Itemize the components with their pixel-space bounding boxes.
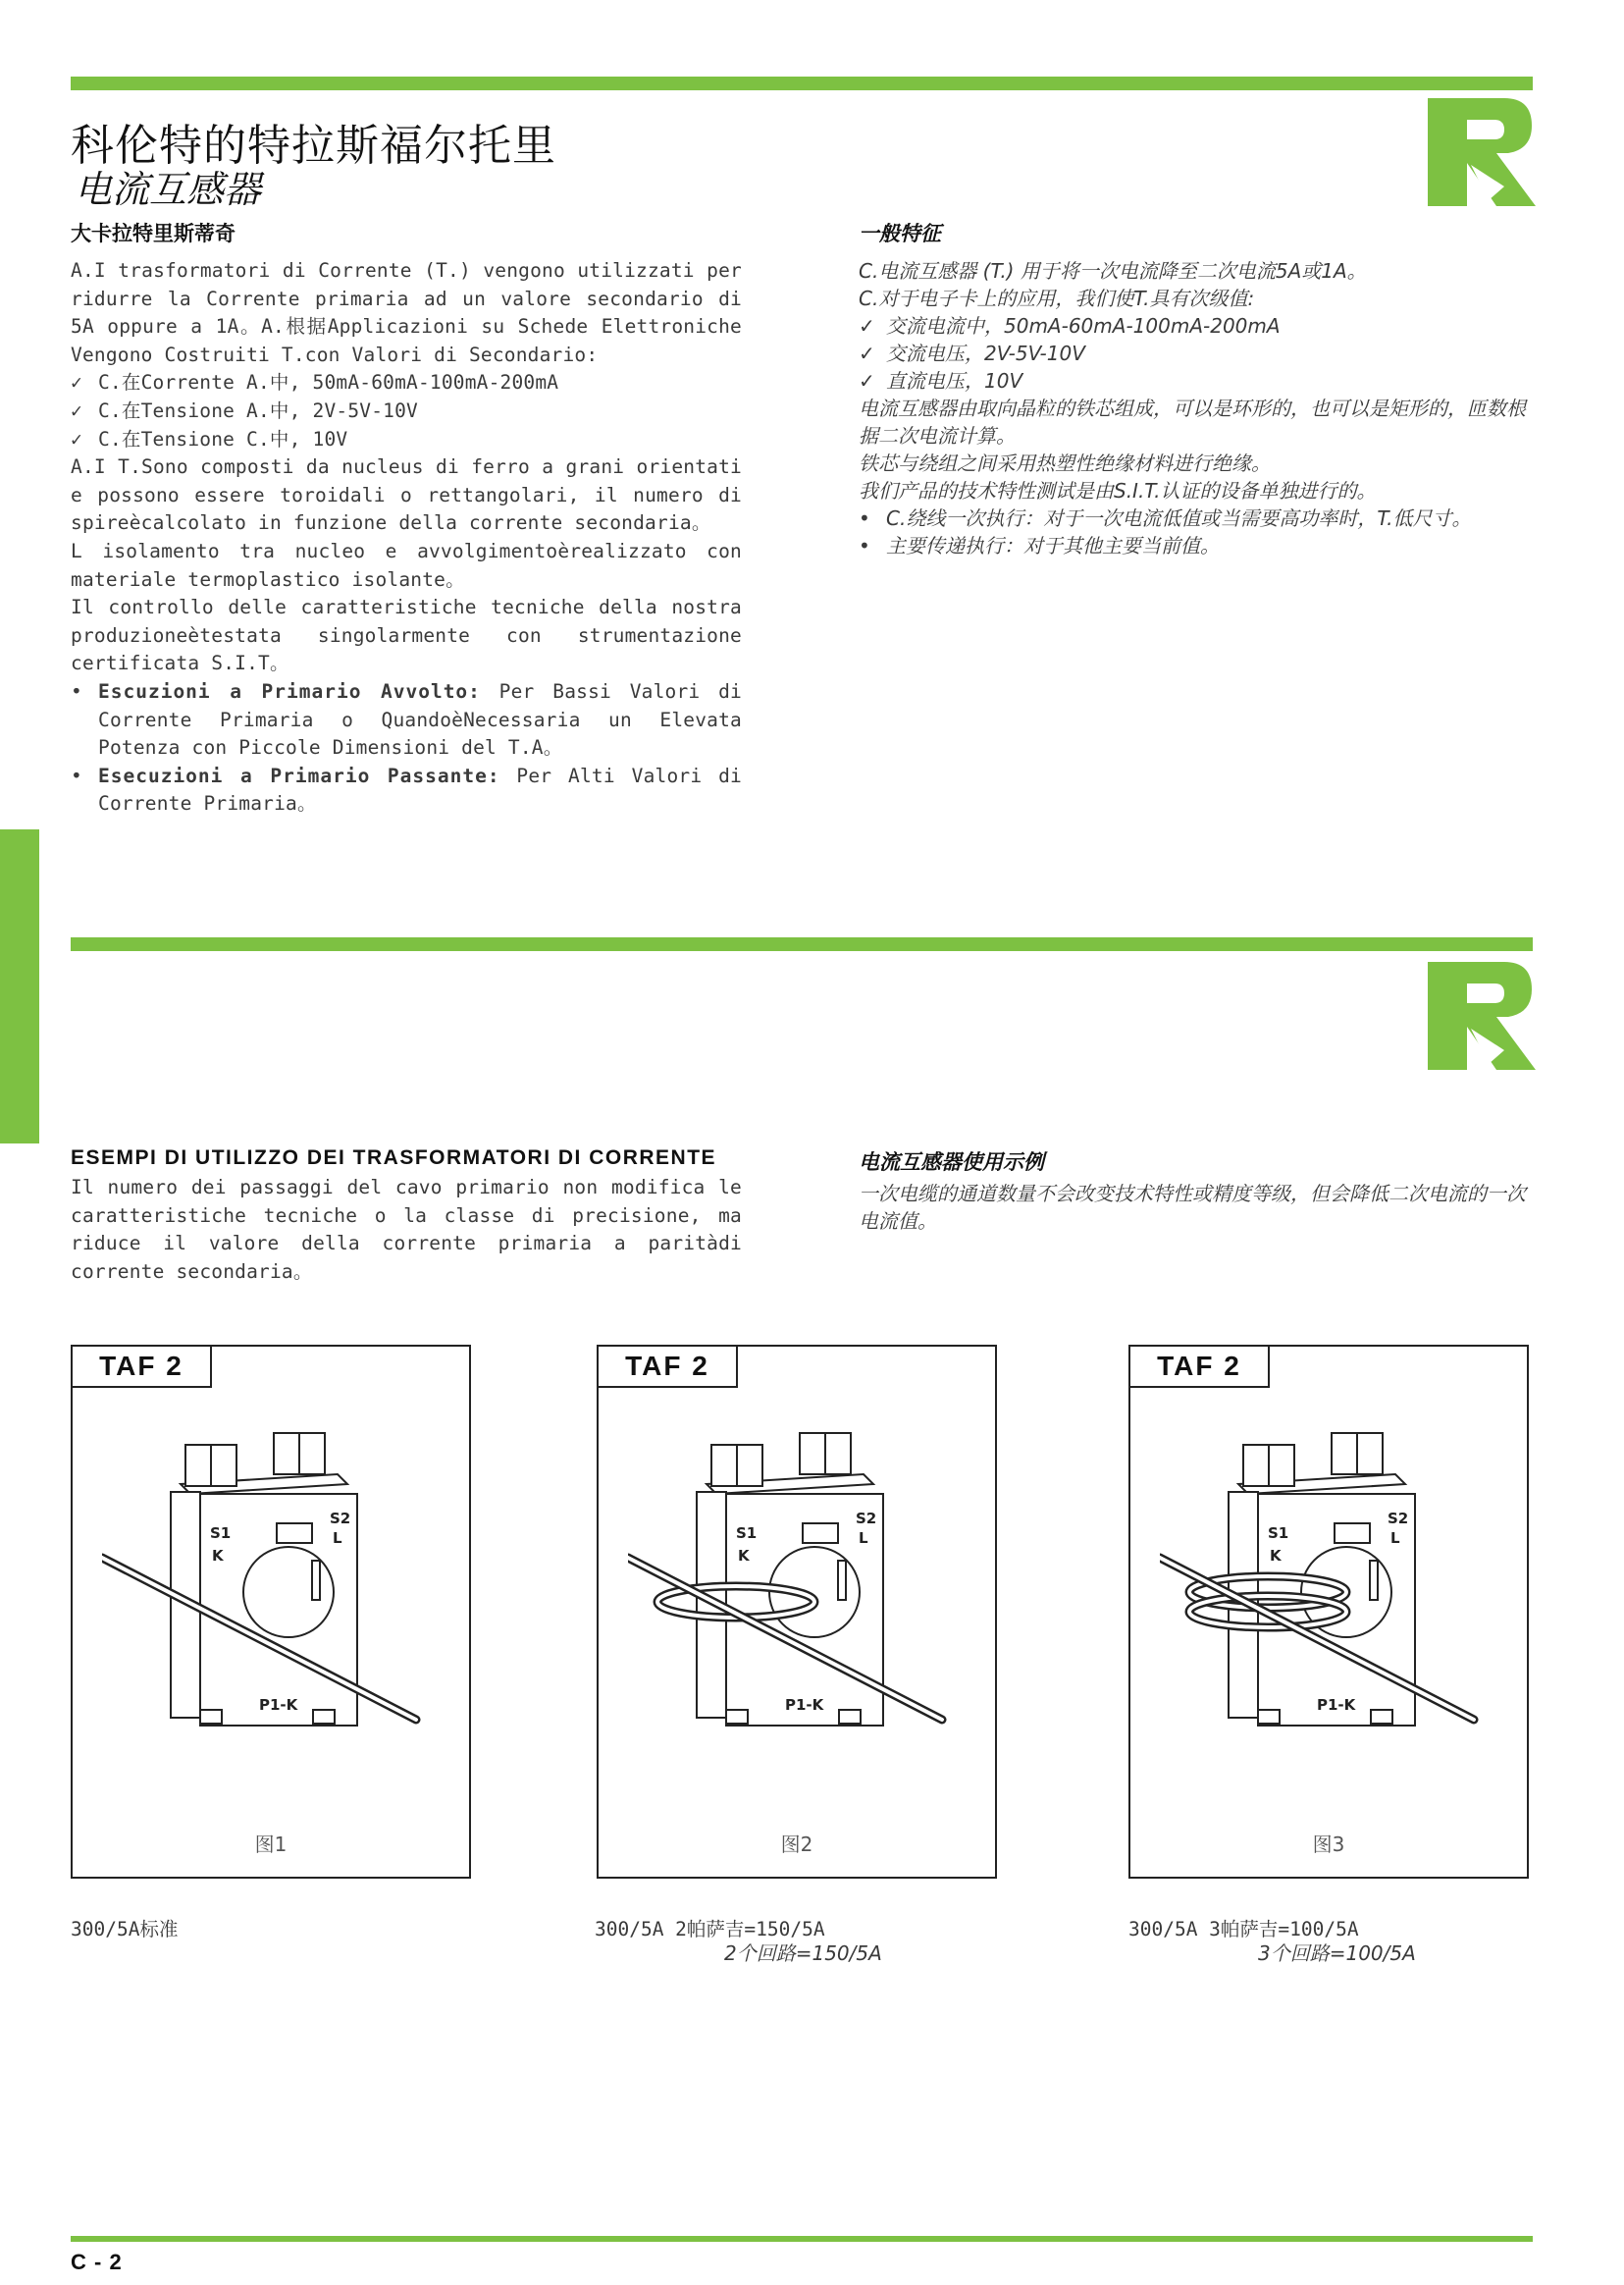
figure-tag: TAF 2 bbox=[1128, 1345, 1270, 1388]
examples-heading-it: ESEMPI DI UTILIZZO DEI TRASFORMATORI DI CORRENTE bbox=[71, 1146, 717, 1169]
bullet-item: • C.绕线一次执行：对于一次电流低值或当需要高功率时，T.低尺寸。 bbox=[859, 506, 1472, 530]
page-title: 科伦特的特拉斯福尔托里 bbox=[71, 121, 556, 171]
check-item: ✓ 直流电压，10V bbox=[859, 369, 1023, 393]
bullet-icon: • bbox=[859, 506, 870, 530]
left-heading: 大卡拉特里斯蒂奇 bbox=[71, 222, 236, 245]
current-transformer-illustration bbox=[628, 1415, 981, 1788]
page-subtitle: 电流互感器 bbox=[75, 168, 262, 211]
bullet-icon: • bbox=[71, 679, 82, 703]
figure-caption: 图2 bbox=[780, 1833, 813, 1856]
right-paragraph-3: 我们产品的技术特性测试是由S.I.T.认证的设备单独进行的。 bbox=[859, 479, 1377, 503]
bullet-item: • 主要传递执行：对于其他主要当前值。 bbox=[859, 534, 1220, 558]
right-line-1: C.电流互感器 (T.) 用于将一次电流降至二次电流5A或1A。 bbox=[859, 259, 1367, 283]
terminal-l-label: L bbox=[1390, 1529, 1400, 1547]
examples-text-it: Il numero dei passaggi del cavo primario non modifica le caratteristiche tecniche o la classe di precisione, ma riduce il valore della corrente primaria a paritàdi corrente secondaria。 bbox=[71, 1176, 742, 1283]
terminal-k-label: K bbox=[738, 1547, 750, 1565]
examples-left bbox=[71, 1146, 742, 1286]
examples-heading-cn: 电流互感器使用示例 bbox=[859, 1150, 1044, 1174]
figure-1 bbox=[71, 1345, 471, 1879]
figure-caption: 图1 bbox=[254, 1833, 288, 1856]
right-line-2: C.对于电子卡上的应用，我们使T.具有次级值: bbox=[859, 287, 1255, 310]
left-paragraph-3: L isolamento tra nucleo e avvolgimentoèrealizzato con materiale termoplastico isolante。 bbox=[71, 539, 742, 591]
check-item: ✓ C.在Tensione C.中, 10V bbox=[71, 426, 742, 454]
current-transformer-illustration bbox=[1160, 1415, 1513, 1788]
top-divider-bar bbox=[71, 77, 1533, 90]
figure-2 bbox=[597, 1345, 997, 1879]
figure-tag: TAF 2 bbox=[71, 1345, 212, 1388]
terminal-s1-label: S1 bbox=[736, 1524, 758, 1542]
terminal-k-label: K bbox=[1270, 1547, 1282, 1565]
right-heading: 一般特征 bbox=[859, 222, 941, 245]
figure-caption: 图3 bbox=[1312, 1833, 1345, 1856]
page-number: C - 2 bbox=[71, 2250, 123, 2274]
examples-text-cn: 一次电缆的通道数量不会改变技术特性或精度等级，但会降低二次电流的一次电流值。 bbox=[859, 1182, 1526, 1233]
figure-3-ratio: 300/5A 3帕萨吉=100/5A bbox=[1128, 1918, 1359, 1940]
right-paragraph-2: 铁芯与绕组之间采用热塑性绝缘材料进行绝缘。 bbox=[859, 452, 1271, 475]
figure-1-ratio: 300/5A标准 bbox=[71, 1918, 179, 1940]
check-item: ✓ C.在Tensione A.中, 2V-5V-10V bbox=[71, 398, 742, 426]
check-icon: ✓ bbox=[859, 314, 875, 338]
right-column bbox=[859, 218, 1536, 559]
terminal-p1k-label: P1-K bbox=[259, 1696, 298, 1714]
terminal-s2-label: S2 bbox=[1388, 1510, 1409, 1527]
figure-2-ratio-cn: 2个回路=150/5A bbox=[724, 1941, 882, 1965]
bullet-icon: • bbox=[859, 534, 870, 558]
bullet-item: • Escuzioni a Primario Avvolto: Per Bassi Valori di Corrente Primaria o QuandoèNecessaria un Elevata Potenza con Piccole Dimensioni del T.A。 bbox=[71, 678, 742, 763]
footer-divider-bar bbox=[71, 2236, 1533, 2242]
figure-3-ratio-cn: 3个回路=100/5A bbox=[1258, 1941, 1416, 1965]
figure-3 bbox=[1128, 1345, 1529, 1879]
terminal-s2-label: S2 bbox=[330, 1510, 351, 1527]
terminal-l-label: L bbox=[333, 1529, 342, 1547]
figure-tag: TAF 2 bbox=[597, 1345, 738, 1388]
check-icon: ✓ bbox=[859, 342, 875, 365]
bullet-icon: • bbox=[71, 764, 82, 787]
terminal-p1k-label: P1-K bbox=[785, 1696, 824, 1714]
rk-logo-icon bbox=[1428, 98, 1536, 206]
right-paragraph-1: 电流互感器由取向晶粒的铁芯组成，可以是环形的，也可以是矩形的，匝数根据二次电流计算。 bbox=[859, 397, 1526, 448]
terminal-l-label: L bbox=[859, 1529, 868, 1547]
check-icon: ✓ bbox=[71, 399, 82, 422]
middle-divider-bar bbox=[71, 937, 1533, 951]
terminal-s2-label: S2 bbox=[856, 1510, 877, 1527]
left-column bbox=[71, 218, 742, 819]
left-paragraph-4: Il controllo delle caratteristiche tecniche della nostra produzioneètestata singolarmente con strumentazione certificata S.I.T。 bbox=[71, 596, 742, 675]
check-icon: ✓ bbox=[859, 369, 875, 393]
check-item: ✓ 交流电流中，50mA-60mA-100mA-200mA bbox=[859, 314, 1281, 338]
check-icon: ✓ bbox=[71, 427, 82, 451]
left-paragraph-1: A.I trasformatori di Corrente (T.) vengono utilizzati per ridurre la Corrente primaria ad un valore secondario di 5A oppure a 1A。A.根据Applicazioni su Schede Elettroniche Vengono Costruiti T.con Valori di Secondario: bbox=[71, 259, 742, 366]
side-tab-bar bbox=[0, 829, 39, 1143]
bullet-item: • Esecuzioni a Primario Passante: Per Alti Valori di Corrente Primaria。 bbox=[71, 763, 742, 819]
check-icon: ✓ bbox=[71, 371, 82, 395]
current-transformer-illustration bbox=[102, 1415, 455, 1788]
terminal-s1-label: S1 bbox=[1268, 1524, 1289, 1542]
rk-logo-icon bbox=[1428, 962, 1536, 1070]
terminal-s1-label: S1 bbox=[210, 1524, 232, 1542]
figure-2-ratio: 300/5A 2帕萨吉=150/5A bbox=[595, 1918, 825, 1940]
check-item: ✓ C.在Corrente A.中, 50mA-60mA-100mA-200mA bbox=[71, 369, 742, 398]
left-paragraph-2: A.I T.Sono composti da nucleus di ferro a grani orientati e possono essere toroidali o rettangolari, il numero di spireècalcolato in funzione della corrente secondaria。 bbox=[71, 455, 742, 535]
check-item: ✓ 交流电压，2V-5V-10V bbox=[859, 342, 1085, 365]
terminal-k-label: K bbox=[212, 1547, 224, 1565]
terminal-p1k-label: P1-K bbox=[1317, 1696, 1356, 1714]
examples-right bbox=[859, 1146, 1536, 1235]
